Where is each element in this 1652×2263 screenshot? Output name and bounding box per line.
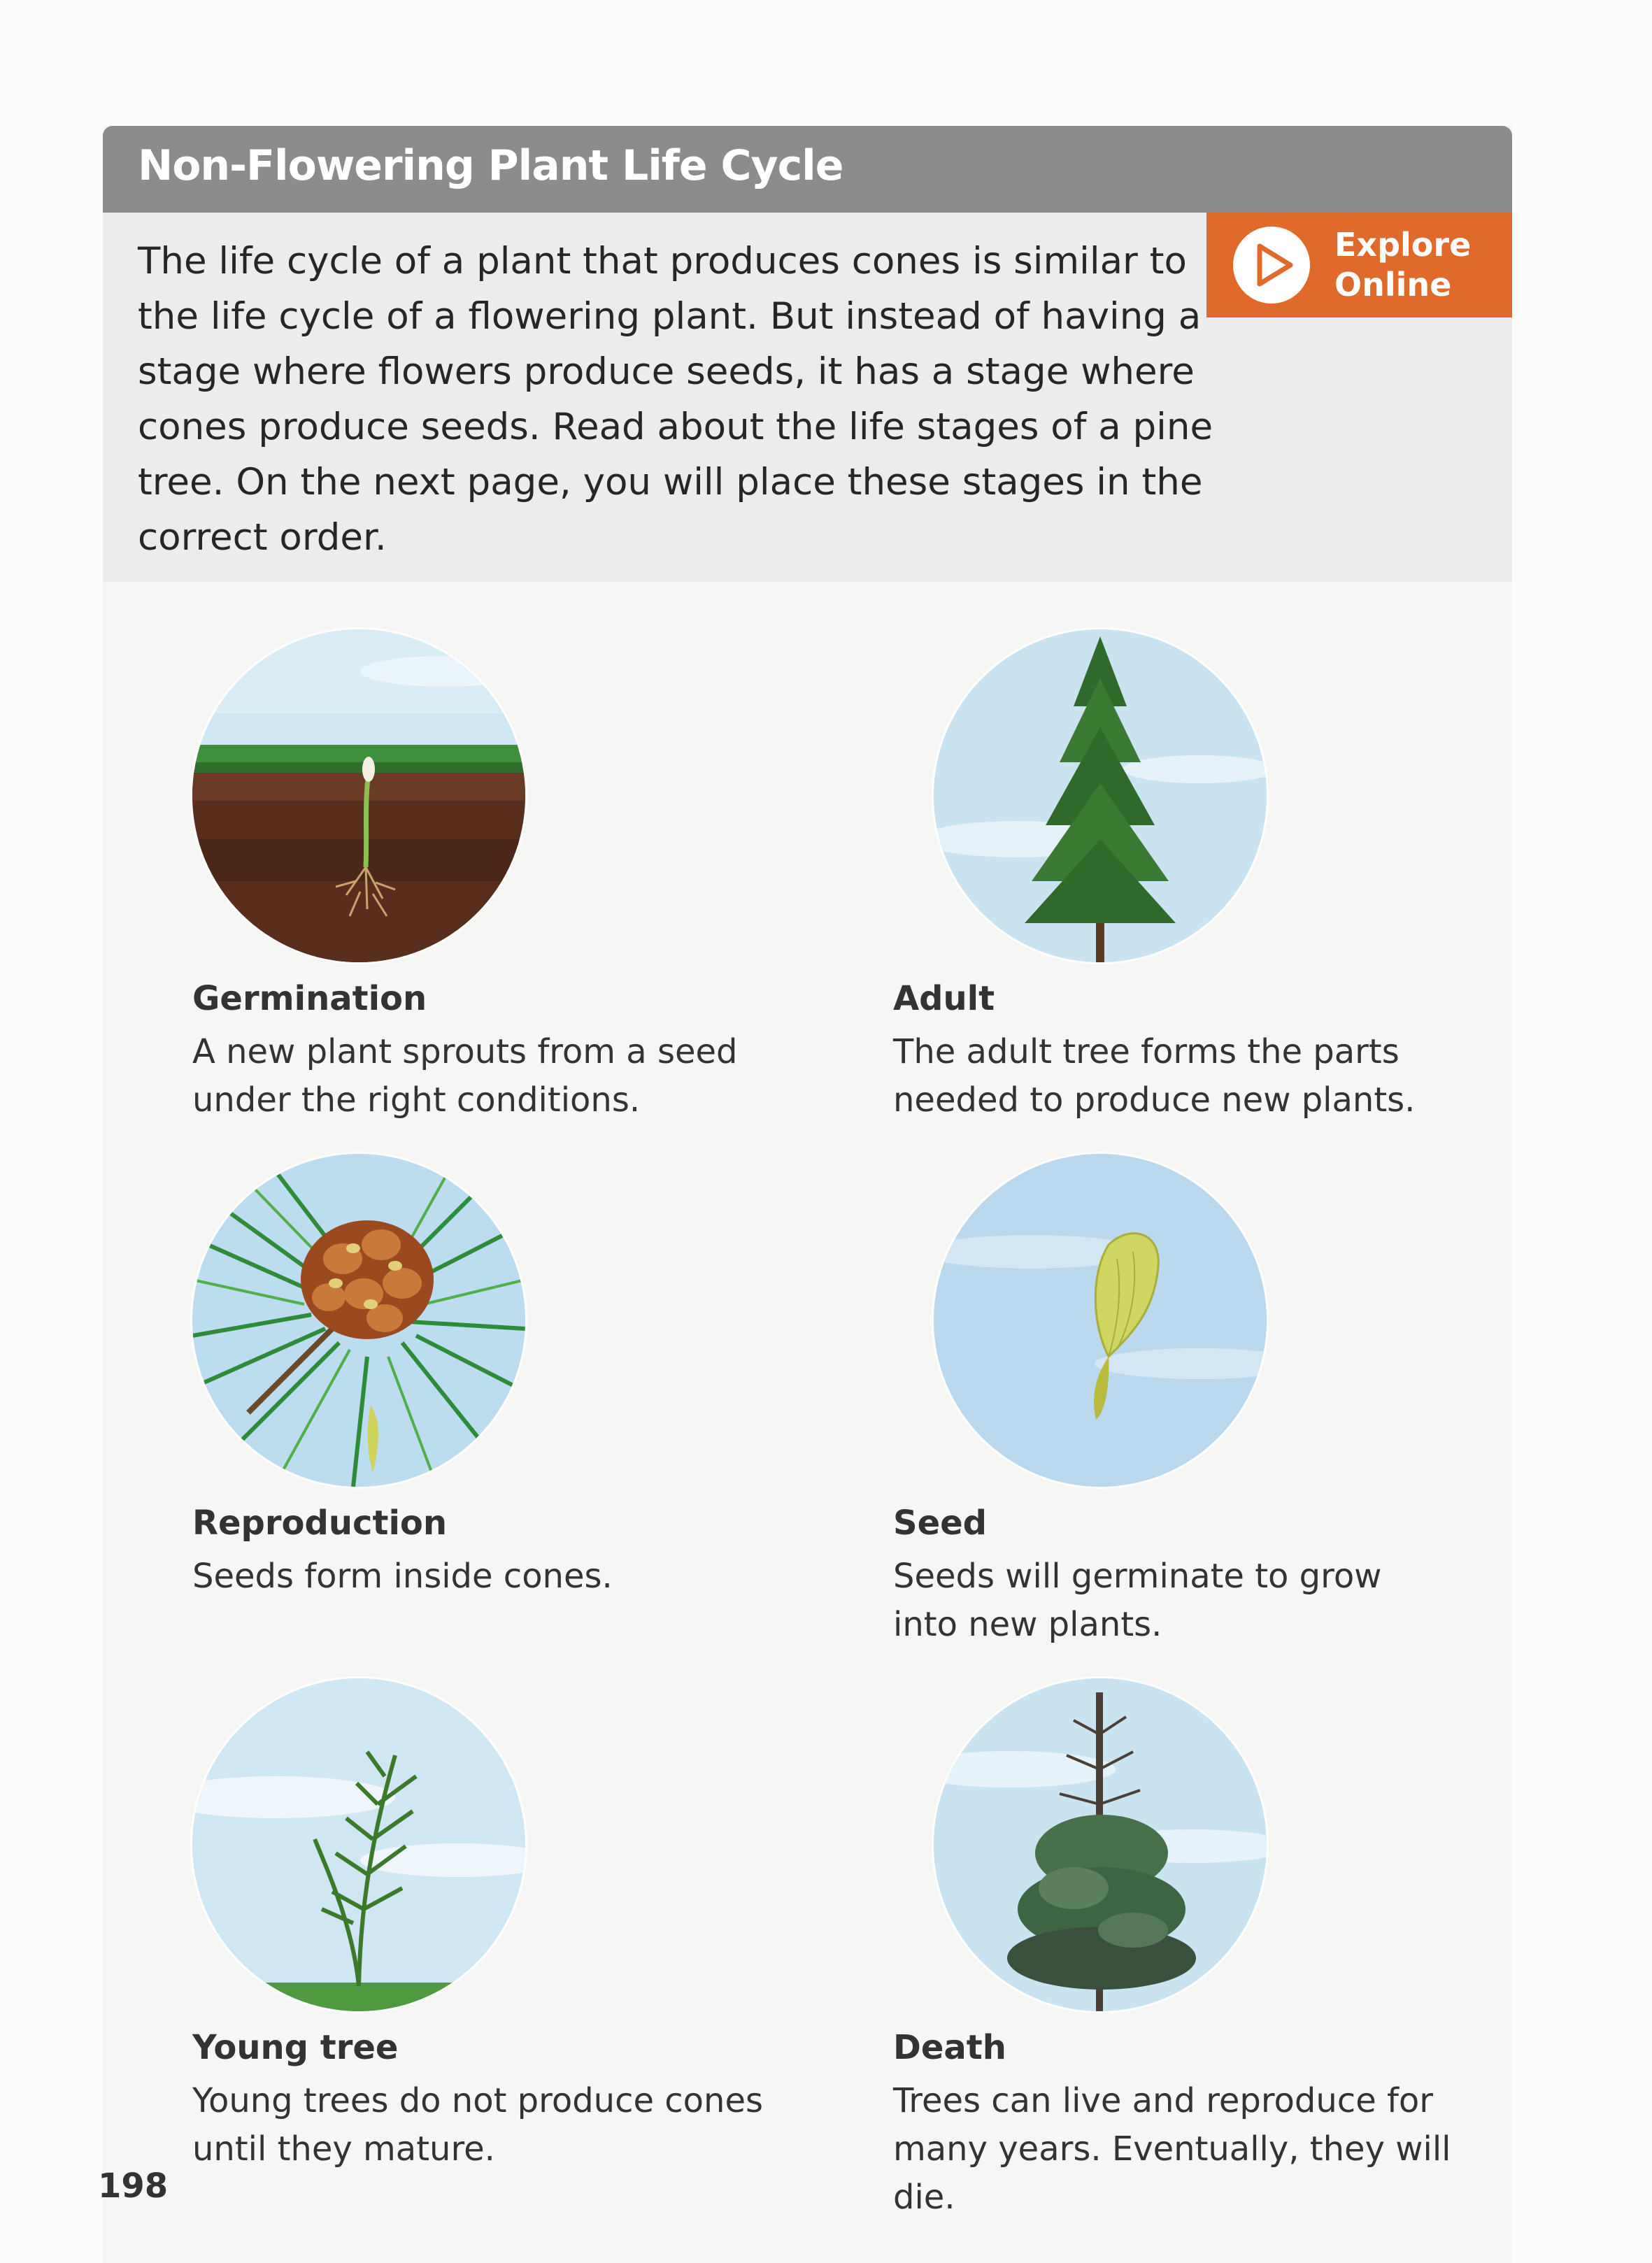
explore-label-line: Explore (1334, 226, 1472, 264)
young-tree-image (192, 1678, 525, 2011)
stage-desc-line: many years. Eventually, they will die. (893, 2129, 1451, 2217)
section-title: Non-Flowering Plant Life Cycle (138, 141, 843, 190)
stage-desc-line: Trees can live and reproduce for (893, 2081, 1433, 2120)
stage-description (192, 1028, 822, 1125)
stage-desc-line: The adult tree forms the parts (893, 1032, 1400, 1071)
page-number: 198 (98, 2166, 169, 2206)
intro-line: tree. On the next page, you will place these stages in the (138, 461, 1203, 504)
germination-image (192, 629, 525, 962)
stage-title: Reproduction (192, 1504, 448, 1543)
stage-desc-line: until they mature. (192, 2129, 495, 2169)
stage-desc-line: Seeds will germinate to grow (893, 1557, 1382, 1596)
stage-desc-line: under the right conditions. (192, 1080, 641, 1120)
stage-description (893, 1028, 1523, 1125)
section-header (103, 126, 1512, 213)
intro-line: the life cycle of a flowering plant. But instead of having a (138, 295, 1202, 338)
intro-line: correct order. (138, 516, 387, 559)
seed-image (934, 1154, 1267, 1487)
stage-description (192, 2077, 822, 2173)
explore-label-line: Online (1334, 266, 1452, 304)
intro-line: cones produce seeds. Read about the life stages of a pine (138, 406, 1213, 448)
stage-title: Death (893, 2028, 1006, 2067)
play-icon (1233, 227, 1310, 304)
intro-line: The life cycle of a plant that produces cones is similar to (138, 240, 1187, 283)
intro-line: stage where flowers produce seeds, it has a stage where (138, 350, 1195, 393)
reproduction-image (192, 1154, 525, 1487)
adult-tree-image (934, 629, 1267, 962)
stage-desc-line: needed to produce new plants. (893, 1080, 1416, 1120)
stage-title: Adult (893, 979, 995, 1018)
stage-description (893, 2077, 1523, 2222)
intro-text (138, 234, 1229, 565)
stage-title: Young tree (192, 2028, 399, 2067)
stage-desc-line: A new plant sprouts from a seed (192, 1032, 738, 1071)
stage-desc-line: Young trees do not produce cones (192, 2081, 763, 2120)
stage-desc-line: Seeds form inside cones. (192, 1557, 613, 1596)
dying-tree-image (934, 1678, 1267, 2011)
stage-description (192, 1552, 822, 1601)
stage-description (893, 1552, 1523, 1649)
stage-title: Seed (893, 1504, 988, 1543)
explore-online-button[interactable] (1206, 213, 1512, 317)
explore-online-label (1334, 225, 1502, 305)
stage-desc-line: into new plants. (893, 1605, 1162, 1644)
stage-title: Germination (192, 979, 427, 1018)
